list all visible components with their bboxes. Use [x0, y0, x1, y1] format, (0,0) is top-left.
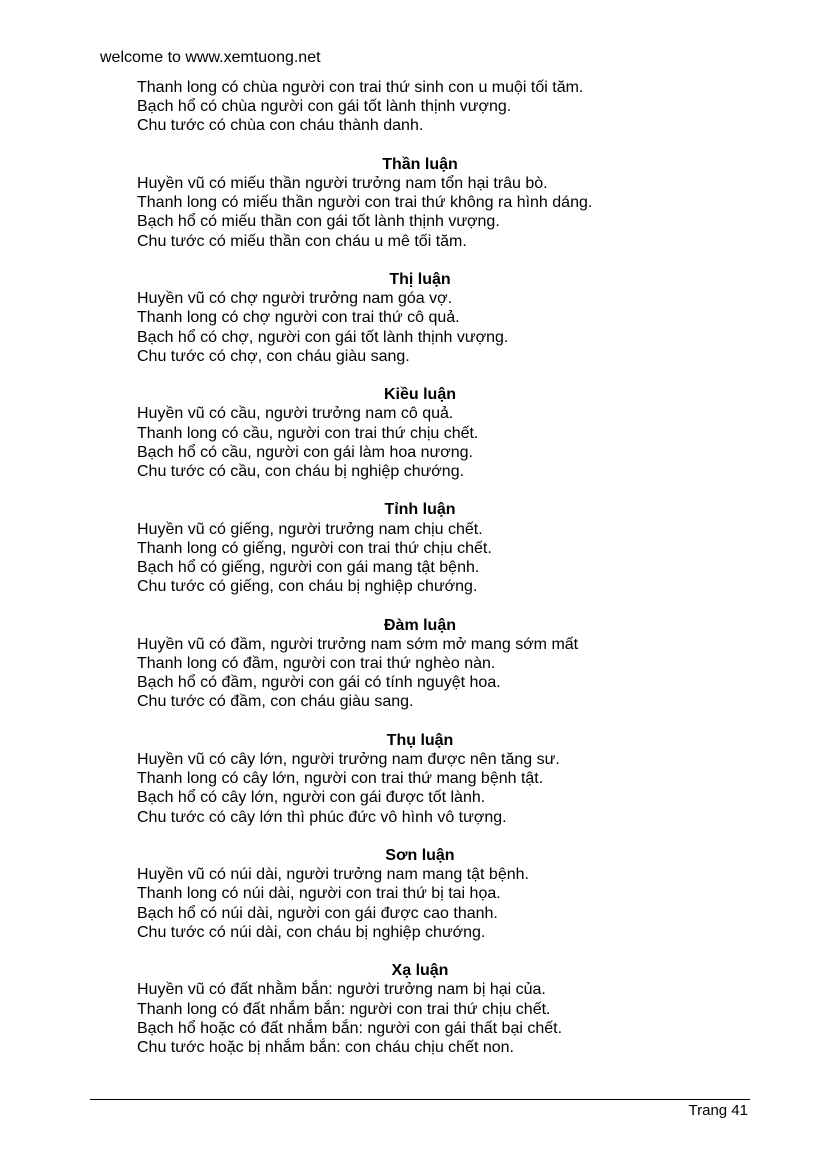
text-line: Bạch hổ có núi dài, người con gái được cao thanh.: [137, 904, 498, 922]
text-line: Bạch hổ có chợ, người con gái tốt lành thịnh vượng.: [137, 328, 509, 346]
text-line: Huyền vũ có đầm, người trưởng nam sớm mở mang sớm mất: [137, 635, 579, 653]
section-heading: Xạ luận: [391, 962, 449, 980]
text-line: Huyền vũ có đất nhằm bắn: người trưởng nam bị hại của.: [137, 981, 546, 999]
text-line: Bạch hổ hoặc có đất nhắm bắn: người con gái thất bại chết.: [137, 1019, 563, 1037]
text-line: Chu tước có miếu thần con cháu u mê tối tăm.: [137, 232, 467, 250]
text-line: Huyền vũ có chợ người trưởng nam góa vợ.: [137, 290, 453, 308]
text-line: Bạch hổ có cầu, người con gái làm hoa nương.: [137, 443, 473, 461]
section: [137, 616, 703, 712]
section-lines: [137, 174, 703, 251]
document-header-text: welcome to www.xemtuong.net: [100, 49, 321, 66]
text-line: Huyền vũ có cây lớn, người trưởng nam được nên tăng sư.: [137, 751, 560, 769]
text-line: Huyền vũ có núi dài, người trưởng nam mang tật bệnh.: [137, 866, 529, 884]
text-line: Thanh long có cầu, người con trai thứ chịu chết.: [137, 424, 479, 442]
footer-divider: [90, 1099, 750, 1100]
section-heading: Kiều luận: [383, 386, 456, 404]
text-line: Bạch hổ có miếu thần con gái tốt lành thịnh vượng.: [137, 213, 500, 231]
text-line: Huyền vũ có giếng, người trưởng nam chịu chết.: [137, 520, 483, 538]
section-lines: [137, 865, 703, 942]
text-line: Bạch hổ có cây lớn, người con gái được tốt lành.: [137, 789, 486, 807]
text-line: Chu tước có đầm, con cháu giàu sang.: [137, 693, 414, 711]
text-line: Thanh long có miếu thần người con trai thứ không ra hình dáng.: [137, 194, 593, 212]
section: [137, 961, 703, 1057]
section-heading: Thần luận: [382, 155, 458, 173]
sections-container: [137, 155, 703, 1057]
text-line: Thanh long có đầm, người con trai thứ nghèo nàn.: [137, 655, 496, 673]
section-heading: Sơn luận: [385, 847, 455, 865]
section-lines: [137, 635, 703, 712]
section-heading: Tỉnh luận: [384, 501, 456, 519]
section: [137, 846, 703, 942]
text-line: Chu tước có cây lớn thì phúc đức vô hình vô tượng.: [137, 808, 507, 826]
text-line: Bạch hổ có giếng, người con gái mang tật bệnh.: [137, 559, 480, 577]
text-line: Chu tước có giếng, con cháu bị nghiệp chướng.: [137, 578, 478, 596]
text-line: Thanh long có giếng, người con trai thứ chịu chết.: [137, 539, 492, 557]
section-lines: [137, 289, 703, 366]
text-line: Huyền vũ có cầu, người trưởng nam cô quả.: [137, 405, 454, 423]
section: [137, 731, 703, 827]
section: [137, 500, 703, 596]
text-line: Thanh long có chùa người con trai thứ sinh con u muội tối tăm.: [137, 79, 584, 96]
section-heading: Thụ luận: [386, 731, 454, 749]
text-line: Thanh long có núi dài, người con trai thứ bị tai họa.: [137, 885, 501, 903]
document-body: [137, 78, 703, 1057]
text-line: Chu tước hoặc bị nhắm bắn: con cháu chịu chết non.: [137, 1039, 514, 1057]
text-line: Huyền vũ có miếu thần người trưởng nam tổn hại trâu bò.: [137, 175, 548, 192]
section-lines: [137, 980, 703, 1057]
page-number: Trang 41: [688, 1102, 748, 1119]
text-line: Thanh long có cây lớn, người con trai thứ mang bệnh tật.: [137, 770, 544, 788]
section: [137, 385, 703, 481]
section: [137, 270, 703, 366]
intro-block: [137, 78, 703, 136]
section-heading: Đàm luận: [383, 616, 456, 634]
section-heading: Thị luận: [389, 271, 451, 288]
section-lines: [137, 404, 703, 481]
section-lines: [137, 750, 703, 827]
text-line: Thanh long có chợ người con trai thứ cô quả.: [137, 309, 460, 327]
text-line: Chu tước có chợ, con cháu giàu sang.: [137, 347, 410, 365]
text-line: Chu tước có cầu, con cháu bị nghiệp chướng.: [137, 463, 465, 481]
text-line: Chu tước có núi dài, con cháu bị nghiệp chướng.: [137, 923, 486, 941]
text-line: Bạch hổ có chùa người con gái tốt lành thịnh vượng.: [137, 98, 512, 116]
section: [137, 155, 703, 251]
text-line: Thanh long có đất nhắm bắn: người con trai thứ chịu chết.: [137, 1000, 551, 1018]
text-line: Chu tước có chùa con cháu thành danh.: [137, 117, 424, 135]
section-lines: [137, 520, 703, 597]
text-line: Bạch hổ có đầm, người con gái có tính nguyệt hoa.: [137, 674, 501, 692]
